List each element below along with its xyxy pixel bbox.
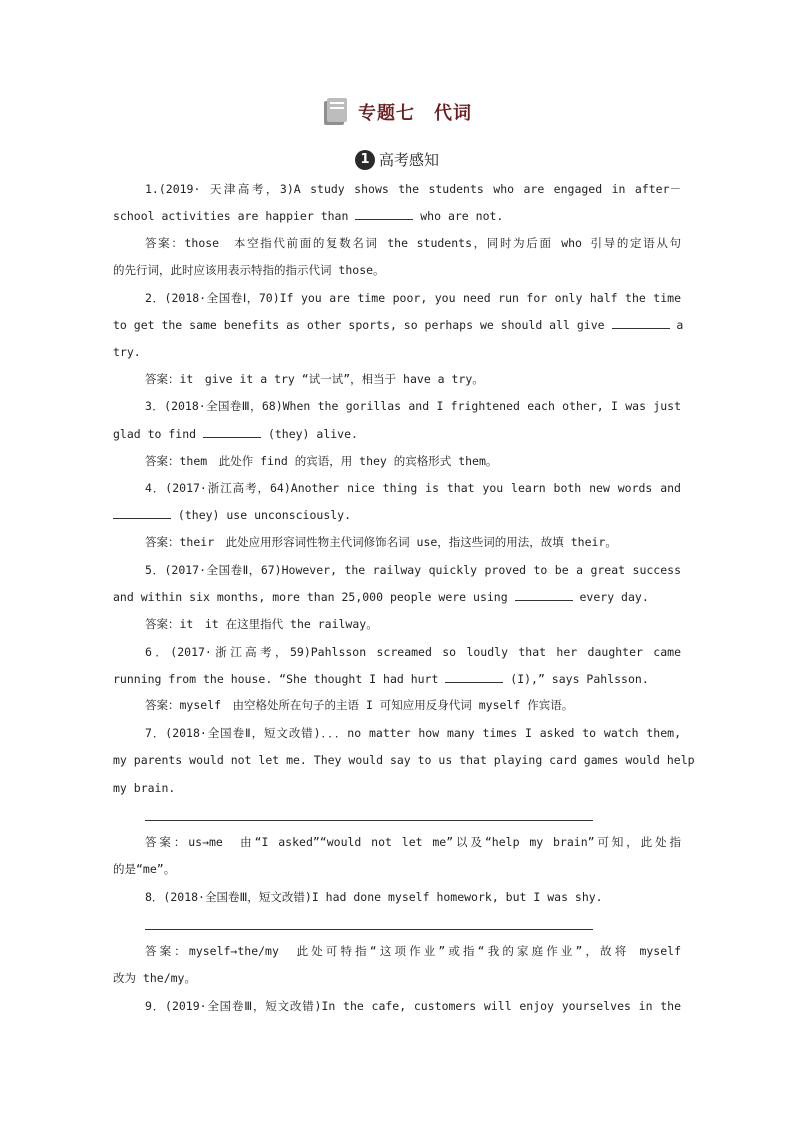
question-6-line-2: running from the house. “She thought I had hurt (I),” says Pahlsson. — [113, 672, 649, 686]
section-label: 高考感知 — [378, 151, 439, 169]
question-7-line-1: 7．(2018·全国卷Ⅱ，短文改错)．．．no matter how many times I asked to watch them, — [145, 726, 681, 740]
question-1-line-1: 1.(2019· 天津高考，3)A study shows the students who are engaged in after－ — [145, 182, 681, 196]
section-heading — [0, 148, 794, 170]
answer-7-line-1: 答案：us→me 由“I asked”“would not let me”以及“help my brain”可知，此处指 — [145, 835, 681, 849]
answer-blank — [113, 508, 171, 519]
question-5-line-2: and within six months, more than 25,000 people were using every day. — [113, 590, 649, 604]
question-2-line-2: to get the same benefits as other sports, so perhaps we should all give a — [113, 318, 684, 332]
answer-3: 答案：them 此处作 find 的宾语，用 they 的宾格形式 them。 — [145, 454, 498, 468]
question-3-line-1: 3．(2018·全国卷Ⅲ，68)When the gorillas and I frightened each other, I was just — [145, 399, 681, 413]
question-4-line-1: 4．(2017·浙江高考，64)Another nice thing is that you learn both new words and — [145, 481, 681, 495]
answer-line — [145, 929, 593, 930]
question-1-line-2: school activities are happier than who are not. — [113, 209, 504, 223]
answer-7-line-2: 的是“me”。 — [113, 862, 176, 876]
answer-blank — [203, 427, 261, 438]
question-3-line-2: glad to find (they) alive. — [113, 427, 358, 441]
question-7-line-3: my brain. — [113, 781, 176, 795]
question-4-line-2: (they) use unconsciously. — [113, 507, 681, 523]
page-title: 专题七 代词 — [358, 103, 472, 124]
title-row — [0, 97, 794, 131]
question-9-line-1: 9．(2019·全国卷Ⅲ，短文改错)In the cafe, customers will enjoy yourselves in the — [145, 999, 681, 1013]
answer-5: 答案：it it 在这里指代 the railway。 — [145, 617, 378, 631]
answer-1-line-1: 答案：those 本空指代前面的复数名词 the students，同时为后面 who 引导的定语从句 — [145, 236, 681, 250]
question-8-line-1: 8．(2018·全国卷Ⅲ，短文改错)I had done myself homework, but I was shy. — [145, 890, 603, 904]
answer-blank — [355, 209, 413, 220]
answer-1-line-2: 的先行词，此时应该用表示特指的指示代词 those。 — [113, 263, 385, 277]
book-icon — [322, 97, 348, 127]
question-6-line-1: 6．(2017·浙江高考，59)Pahlsson screamed so loudly that her daughter came — [145, 645, 681, 659]
question-7-line-2: my parents would not let me. They would say to us that playing card games would help — [113, 753, 695, 767]
answer-line — [145, 820, 593, 821]
answer-8-line-1: 答案：myself→the/my 此处可特指“这项作业”或指“我的家庭作业”，故将 myself — [145, 944, 681, 958]
answer-2: 答案：it give it a try “试一试”，相当于 have a try。 — [145, 372, 484, 386]
answer-blank — [445, 672, 503, 683]
answer-8-line-2: 改为 the/my。 — [113, 971, 196, 985]
answer-blank — [612, 318, 670, 329]
answer-blank — [515, 590, 573, 601]
question-5-line-1: 5．(2017·全国卷Ⅱ，67)However, the railway quickly proved to be a great success — [145, 563, 681, 577]
answer-4: 答案：their 此处应用形容词性物主代词修饰名词 use，指这些词的用法，故填 their。 — [145, 535, 617, 549]
question-2-line-3: try. — [113, 345, 141, 359]
answer-6: 答案：myself 由空格处所在句子的主语 I 可知应用反身代词 myself 作宾语。 — [145, 698, 574, 712]
section-number-badge: 1 — [355, 150, 375, 170]
question-2-line-1: 2．(2018·全国卷Ⅰ，70)If you are time poor, you need run for only half the time — [145, 291, 681, 305]
